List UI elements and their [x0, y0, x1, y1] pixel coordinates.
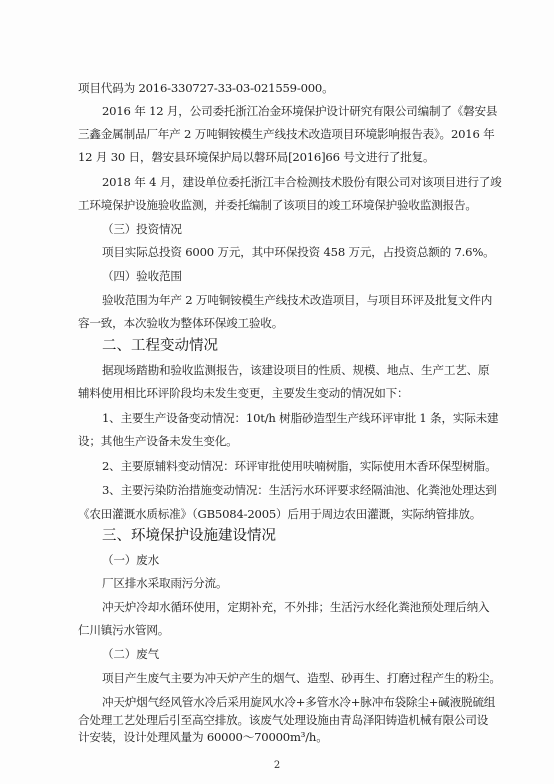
paragraph-line: 验收范围为年产 2 万吨铜铵模生产线技术改造项目，与项目环评及批复文件内: [102, 293, 493, 307]
paragraph-line: 2018 年 4 月，建设单位委托浙江丰合检测技术股份有限公司对该项目进行了竣: [102, 175, 502, 189]
section-heading: 三、环境保护设施建设情况: [102, 528, 276, 544]
paragraph-line: 冲天炉烟气经风管水冷后采用旋风水冷+多管水冷+脉冲布袋除尘+碱液脱硫组: [102, 695, 496, 709]
paragraph-line: 2016 年 12 月，公司委托浙江冶金环境保护设计研究有限公司编制了《磐安县: [102, 104, 498, 118]
paragraph-line: 项目实际总投资 6000 万元，其中环保投资 458 万元，占投资总额的 7.6%。: [102, 245, 495, 259]
paragraph-line: 三鑫金属制品厂年产 2 万吨铜铵模生产线技术改造项目环境影响报告表》。2016 年: [78, 127, 495, 141]
paragraph-line: 2、主要原辅料变动情况：环评审批使用呋喃树脂，实际使用木香环保型树脂。: [102, 459, 497, 473]
section-subheading: （二）废气: [102, 647, 159, 661]
section-subheading: （三）投资情况: [102, 222, 182, 236]
paragraph-line: 3、主要污染防治措施变动情况：生活污水环评要求经隔油池、化粪池处理达到: [102, 483, 497, 497]
section-subheading: （四）验收范围: [102, 269, 182, 283]
paragraph-line: 计安装，设计处理风量为 60000～70000m³/h。: [78, 730, 328, 744]
page-number: 2: [273, 760, 281, 771]
paragraph-line: 项目代码为 2016-330727-33-03-021559-000。: [78, 81, 334, 95]
paragraph-line: 12 月 30 日，磐安县环境保护局以磐环局[2016]66 号文进行了批复。: [78, 150, 435, 164]
paragraph-line: 容一致，本次验收为整体环保竣工验收。: [78, 316, 284, 330]
paragraph-line: 据现场踏勘和验收监测报告，该建设项目的性质、规模、地点、生产工艺、原: [102, 363, 490, 377]
section-subheading: （一）废水: [102, 553, 159, 567]
paragraph-line: 冲天炉冷却水循环使用，定期补充，不外排；生活污水经化粪池预处理后纳入: [102, 600, 490, 614]
paragraph-line: 设；其他生产设备未发生变化。: [78, 434, 238, 448]
paragraph-line: 合处理工艺处理后引至高空排放。该废气处理设施由青岛泽阳铸造机械有限公司设: [78, 713, 489, 727]
paragraph-line: 项目产生废气主要为冲天炉产生的烟气、造型、砂再生、打磨过程产生的粉尘。: [102, 671, 501, 685]
paragraph-line: 厂区排水采取雨污分流。: [102, 576, 228, 590]
paragraph-line: 《农田灌溉水质标准》（GB5084-2005）后用于周边农田灌溉，实际纳管排放。: [78, 507, 482, 521]
paragraph-line: 辅料使用相比环评阶段均未发生变更，主要发生变动的情况如下：: [78, 386, 409, 400]
paragraph-line: 仁川镇污水管网。: [78, 623, 170, 637]
section-heading: 二、工程变动情况: [102, 338, 218, 354]
paragraph-line: 工环境保护设施验收监测，并委托编制了该项目的竣工环境保护验收监测报告。: [78, 198, 477, 212]
paragraph-line: 1、主要生产设备变动情况：10t/h 树脂砂造型生产线环评审批 1 条，实际未建: [102, 411, 499, 425]
